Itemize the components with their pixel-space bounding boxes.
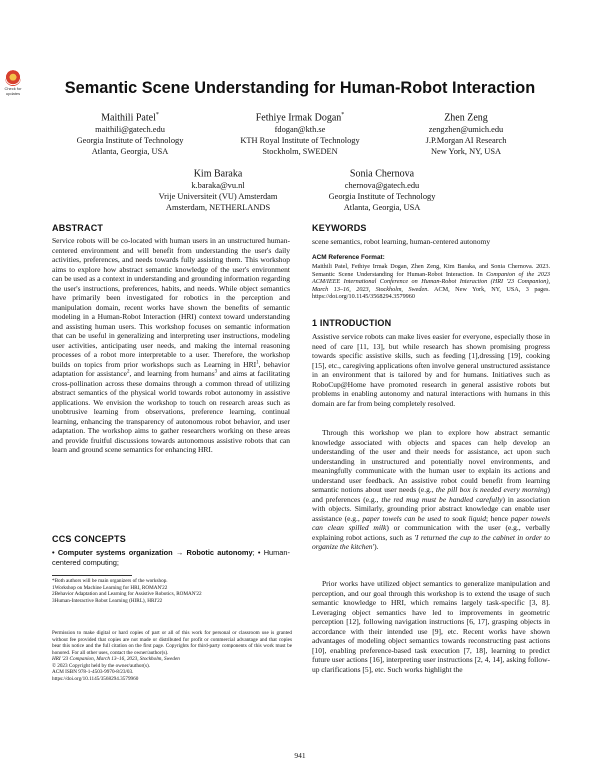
author-name: Fethiye Irmak Dogan*	[255, 112, 345, 124]
author-affiliation: Georgia Institute of Technology	[76, 136, 184, 146]
author-location: Atlanta, Georgia, USA	[343, 203, 421, 213]
footnote: 2Behavior Adaptation and Learning for Assistive Robotics, ROMAN'22	[52, 591, 202, 598]
footnote: 3Human-Interactive Robot Learning (HIRL), HRI'22	[52, 597, 163, 604]
author-block	[292, 165, 472, 213]
ccs-concepts: • Computer systems organization → Robotic autonomy; • Human-centered computing;	[52, 548, 290, 567]
author-email: zengzhen@umich.edu	[428, 125, 504, 135]
intro-paragraph: Assistive service robots can make lives easier for everyone, especially those in need of care [11, 13], but while research has shown promising progress towards specific assistive skills, such as feeding [1],dressing [19], cooking [15], etc., caregiving applications often involve general unstructured assistance in an environment that is tailored by and for humans. Initiatives such as RoboCup@Home have promoted research in general assistive robots but problems in enabling autonomy and natural interactions with humans in this domain are far from being completely resolved.	[312, 332, 550, 408]
author-name: Kim Baraka	[193, 168, 243, 180]
author-name: Sonia Chernova	[349, 168, 415, 180]
author-location: Stockholm, SWEDEN	[262, 147, 338, 157]
permission-block	[52, 630, 292, 682]
author-location: Atlanta, Georgia, USA	[91, 147, 169, 157]
intro-paragraph: Through this workshop we plan to explore how abstract semantic knowledge associated with objects and spaces can help develop an understanding of the user and their needs for assistance, act upon such understanding in unstructured and potentially novel environments, and meaningfully communicate with the human user to explain its actions and understand user feedback. An assistive robot could benefit from learning semantic notions about user needs (e.g., the pill box is needed every morning) and preferences (e.g., the red mug must be handled carefully) in association with objects. Similarly, grounding prior abstract knowledge can enable user assistance (e.g., paper towels can be used to soak liquid; hence paper towels can clean spilled milk) or communication with the user (e.g., verbally explaining robot actions, such as 'I returned the cup to the cabinet in order to organize the kitchen').	[312, 428, 551, 551]
author-affiliation: Vrije Universiteit (VU) Amsterdam	[158, 192, 278, 202]
author-name: Zhen Zeng	[444, 112, 488, 124]
abstract-text: Service robots will be co-located with human users in an unstructured human-centered environment and will benefit from understanding the user's daily activities, preferences, and needs towards fully assisting them. This workshop aims to explore how abstract semantic knowledge of the user's environment can be used as a context in understanding and grounding information regarding the user's instructions, preferences, habits, and needs. While object semantics have primarily been investigated for robotics in the perception and manipulation domain, recent works have shown the benefits of semantic modeling in a Human-Robot Interaction (HRI) context toward understanding and assisting human users. This workshop focuses on semantic information that can be useful in generalizing and interpreting user instructions, modeling user activities, anticipating user needs, and making the internal reasoning processes of a robot more interpretable to a user. Therefore, the workshop builds on topics from prior workshops such as Learning in HRI$^1$, behavior adaptation for assistance$^2$, and learning from humans$^3$ and aims at facilitating cross-pollination across these domains through a common thread of utilizing abstract semantics of the physical world towards robot autonomy in assistive applications. We envision the workshop to touch on research areas such as unobtrusive learning from observations, preference learning, continual learning, enhancing the transparency of autonomous robot behavior, and user adaptation. The workshop aims to gather researchers working on these areas and provide fruitful discussions towards autonomous assistive robots that can learn and ground scene semantics for enhancing HRI.	[52, 236, 290, 454]
reference-text: Maithili Patel, Fethiye Irmak Dogan, Zhen Zeng, Kim Baraka, and Sonia Chernova. 2023. Semantic Scene Understanding for Human-Robot Interaction. In Companion of the 2023 ACM/IEEE International Conference on Human-Robot Interaction (HRI '23 Companion), March 13–16, 2023, Stockholm, Sweden. ACM, New York, NY, USA, 3 pages. https://doi.org/10.1145/3568294.3579960	[312, 263, 551, 301]
author-location: New York, NY, USA	[430, 147, 502, 157]
footnote: 1Workshop on Machine Learning for HRI, ROMAN'22	[52, 584, 168, 591]
author-affiliation: Georgia Institute of Technology	[328, 192, 436, 202]
permission-text: Permission to make digital or hard copies of part or all of this work for personal or classroom use is granted without fee provided that copies are not made or distributed for profit or commercial advantage and that copies bear this notice and the full citation on the first page. Copyrights for third-party components of this work must be honored. For all other uses, contact the owner/author(s).	[52, 630, 292, 656]
permission-copyright: © 2023 Copyright held by the owner/author(s).	[52, 662, 151, 669]
author-block	[376, 109, 556, 157]
footnote: *Both authors will be main organizers of the workshop.	[52, 578, 168, 584]
author-affiliation: KTH Royal Institute of Technology	[240, 136, 360, 146]
ccs-heading: CCS CONCEPTS	[52, 534, 126, 544]
intro-heading: 1 INTRODUCTION	[312, 318, 392, 328]
author-email: maithili@gatech.edu	[95, 125, 165, 135]
keywords-text: scene semantics, robot learning, human-centered autonomy	[312, 237, 491, 246]
author-email: k.baraka@vu.nl	[191, 181, 245, 191]
footnotes	[52, 578, 292, 604]
permission-isbn: ACM ISBN 978-1-4503-9970-8/23/03.	[52, 669, 134, 675]
author-location: Amsterdam, NETHERLANDS	[165, 203, 271, 213]
author-name: Maithili Patel*	[101, 112, 159, 124]
abstract-heading: ABSTRACT	[52, 223, 104, 233]
permission-doi[interactable]: https://doi.org/10.1145/3568294.3579960	[52, 675, 139, 682]
badge-text: Check for updates	[4, 86, 22, 96]
paper-title: Semantic Scene Understanding for Human-Robot Interaction	[64, 79, 536, 97]
author-email: chernova@gatech.edu	[344, 181, 420, 191]
author-block	[128, 165, 308, 213]
intro-paragraph: Prior works have utilized object semantics to generalize manipulation and perception, and our goal through this workshop is to extend the usage of such semantic knowledge to HRI, which remains largely task-specific [3, 8]. Leveraging object semantics have led to improvements in geometric perception [12], following navigation instructions [6, 17], grasping objects in accordance with their intended use [9], etc. Recent works have shown advantages of modeling object semantics towards reconstructing past actions [10], enabling preference-based task execution [7, 18], learning to predict future user actions [16], interpreting user instructions [2, 4, 14], asking follow-up clarifications [5], etc. Such works highlight the	[312, 579, 550, 674]
author-email: fdogan@kth.se	[274, 125, 326, 135]
keywords-heading: KEYWORDS	[312, 223, 367, 233]
permission-venue: HRI '23 Companion, March 13–16, 2023, Stockholm, Sweden	[52, 656, 180, 662]
author-block	[40, 109, 220, 157]
author-affiliation: J.P.Morgan AI Research	[425, 136, 507, 146]
author-block	[210, 109, 390, 157]
reference-heading: ACM Reference Format:	[312, 254, 385, 261]
page-number: 941	[294, 751, 306, 760]
footnote-divider	[52, 575, 132, 576]
